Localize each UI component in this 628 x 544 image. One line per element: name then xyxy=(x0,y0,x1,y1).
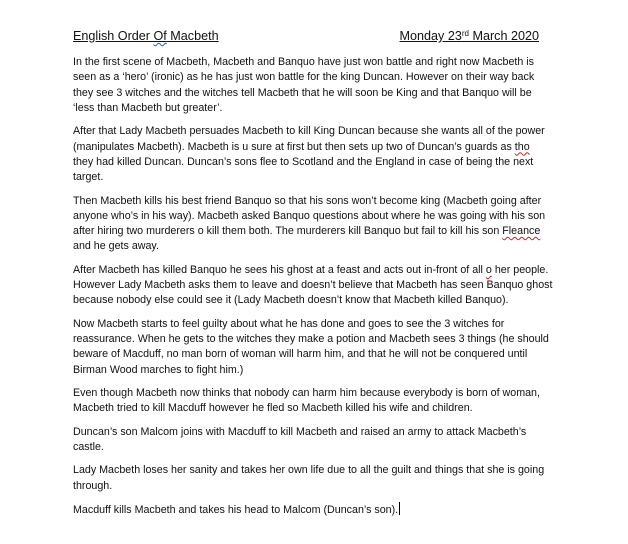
text-cursor xyxy=(399,502,400,515)
spelling-marked-word[interactable]: o xyxy=(485,263,492,276)
paragraph-4[interactable]: After Macbeth has killed Banquo he sees his ghost at a feast and acts out in-front of all o her people. However Lady Macbeth asks them to leave and doesn’t believe that Macbeth has seen Banquo ghost because nobody else could see it (Lady Macbeth doesn’t know that Macbeth killed Banquo). xyxy=(73,263,553,307)
paragraph-9[interactable]: Macduff kills Macbeth and takes his head to Malcom (Duncan’s son). xyxy=(73,504,399,517)
paragraph-1[interactable]: In the first scene of Macbeth, Macbeth and Banquo have just won battle and right now Macbeth is seen as a ‘hero’ (ironic) as he has just won battle for the king Duncan. However on their way back they see 3 witches and the witches tell Macbeth that he will soon be King and that Banquo will be ‘less than Macbeth but greater’. xyxy=(73,56,535,114)
document-title[interactable]: English Order Of Macbeth xyxy=(73,29,219,43)
document-body[interactable] xyxy=(73,55,553,527)
document-date[interactable]: Monday 23rd March 2020 xyxy=(399,29,539,43)
paragraph-5[interactable]: Now Macbeth starts to feel guilty about what he has done and goes to see the 3 witches for reassurance. When he gets to the witches they make a potion and Macbeth sees 3 things (he should beware of Macduff, no man born of woman will harm him, and that he will not be conquered until Birman Wood marches to fight him.) xyxy=(73,317,549,376)
spelling-marked-word[interactable]: tho xyxy=(514,140,530,153)
spelling-marked-word[interactable]: Fleance xyxy=(502,225,541,238)
paragraph-7[interactable]: Duncan’s son Malcom joins with Macduff to kill Macbeth and raised an army to attack Macbeth’s castle. xyxy=(73,425,527,454)
paragraph-3[interactable]: Then Macbeth kills his best friend Banquo so that his sons won’t become king (Macbeth going after anyone who’s in his way). Macbeth asked Banquo questions about where he was going with his son after hiring two murderers o kill them both. The murderers kill Banquo but fail to kill his son Fleance and he gets away. xyxy=(73,194,546,253)
grammar-marked-word[interactable]: Of xyxy=(153,29,167,43)
paragraph-6[interactable]: Even though Macbeth now thinks that nobody can harm him because everybody is born of woman, Macbeth tried to kill Macduff however he fled so Macbeth killed his wife and children. xyxy=(73,387,540,415)
paragraph-2[interactable]: After that Lady Macbeth persuades Macbeth to kill King Duncan because she wants all of the power (manipulates Macbeth). Macbeth is u sure at first but then sets up two of Duncan’s guards as tho they had killed Duncan. Duncan’s sons flee to Scotland and the England in case of being the next target. xyxy=(73,125,545,184)
paragraph-8[interactable]: Lady Macbeth loses her sanity and takes her own life due to all the guilt and things that she is going through. xyxy=(73,464,545,492)
